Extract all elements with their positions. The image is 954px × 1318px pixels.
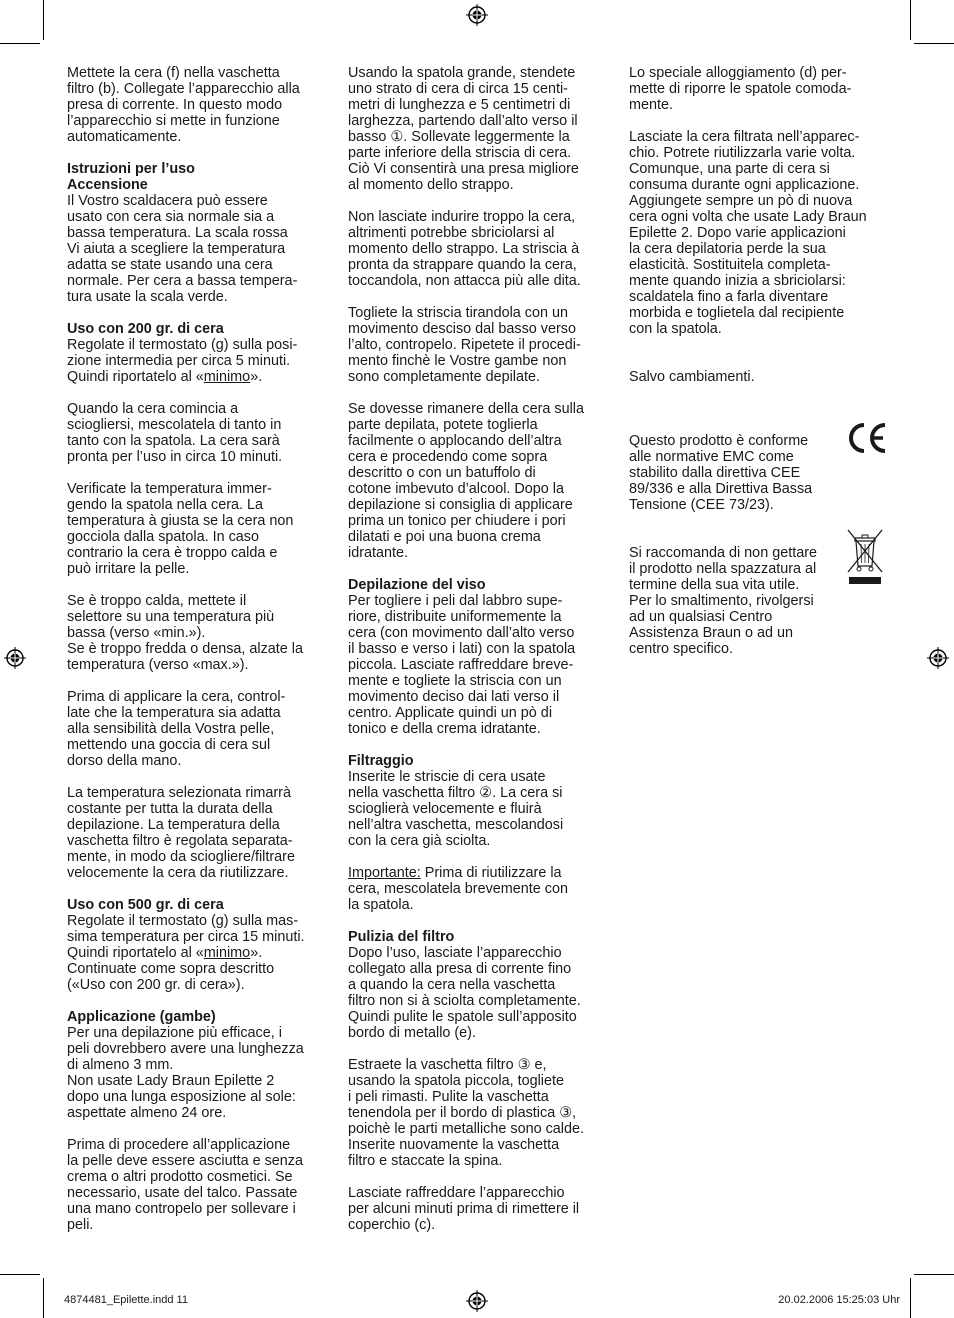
text-line: tonico e della crema idratante.: [348, 721, 541, 737]
footer-datetime: 20.02.2006 15:25:03 Uhr: [778, 1294, 900, 1306]
text-line: selettore su una temperatura più: [67, 609, 275, 625]
text-line: mente.: [629, 97, 673, 113]
text-line: La temperatura selezionata rimarrà: [67, 785, 291, 801]
footer-filename: 4874481_Epilette.indd 11: [64, 1294, 188, 1306]
text-line: Prima di procedere all’applicazione: [67, 1137, 291, 1153]
paragraph: [67, 481, 329, 577]
paragraph: [629, 369, 891, 385]
text-line: dorso della mano.: [67, 753, 182, 769]
text-line: scioglierà velocemente e fluirà: [348, 801, 542, 817]
paragraph: [67, 65, 329, 145]
text-line: [348, 865, 610, 881]
text-line: di almeno 3 mm.: [67, 1057, 174, 1073]
text-line: Usando la spatola grande, stendete: [348, 65, 576, 81]
text-line: Inserite nuovamente la vaschetta: [348, 1137, 560, 1153]
registration-mark-icon: [4, 647, 26, 669]
text-line: dopo una lunga esposizione al sole:: [67, 1089, 296, 1105]
text-line: poichè le parti metalliche sono calde.: [348, 1121, 584, 1137]
text-line: peli.: [67, 1217, 94, 1233]
paragraph: [348, 865, 610, 913]
text-line: pronta per l’uso in circa 10 minuti.: [67, 449, 283, 465]
crop-mark: [910, 0, 911, 40]
text-line: vaschetta filtro è regolata separata-: [67, 833, 293, 849]
text-line: tanto con la spatola. La cera sarà: [67, 433, 280, 449]
text-line: temperatura (verso «max.»).: [67, 657, 249, 673]
paragraph: [348, 577, 610, 737]
underlined-text: minimo: [203, 369, 251, 385]
text-fragment: Quindi riportatelo al «: [67, 369, 204, 385]
paragraph: [348, 929, 610, 1041]
text-line: Mettete la cera (f) nella vaschetta: [67, 65, 280, 81]
text-line: temperatura à giusta se la cera non: [67, 513, 294, 529]
underlined-text: Importante:: [348, 865, 421, 881]
text-line: 89/336 e alla Direttiva Bassa: [629, 481, 813, 497]
text-line: Regolate il termostato (g) sulla mas-: [67, 913, 299, 929]
text-line: Dopo l’uso, lasciate l’apparecchio: [348, 945, 562, 961]
text-line: crema o altri prodotto cosmetici. Se: [67, 1169, 293, 1185]
text-line: Inserite le striscie di cera usate: [348, 769, 546, 785]
paragraph: [67, 1009, 329, 1121]
text-line: ad un qualsiasi Centro: [629, 609, 773, 625]
paragraph: [67, 1137, 329, 1233]
text-line: facilmente o applocando dell’altra: [348, 433, 562, 449]
paragraph: [348, 401, 610, 561]
text-line: cotone imbevuto d’alcool. Dopo la: [348, 481, 564, 497]
text-line: costante per tutta la durata della: [67, 801, 273, 817]
text-line: una mano contropelo per sollevare i: [67, 1201, 296, 1217]
text-line: consuma durante ogni applicazione.: [629, 177, 860, 193]
text-line: mente, in modo da sciogliere/filtrare: [67, 849, 295, 865]
text-line: movimento deciso dai lati verso il: [348, 689, 560, 705]
text-line: la pelle deve essere asciutta e senza: [67, 1153, 303, 1169]
text-line: parte inferiore della striscia di cera.: [348, 145, 572, 161]
text-line: sciogliersi, mescolatela di tanto in: [67, 417, 282, 433]
text-line: uno strato di cera di circa 15 centi-: [348, 81, 568, 97]
text-line: («Uso con 200 gr. di cera»).: [67, 977, 245, 993]
text-line: nella vaschetta filtro ②. La cera si: [348, 785, 563, 801]
registration-mark-icon: [466, 4, 488, 26]
text-line: velocemente la cera da riutilizzare.: [67, 865, 289, 881]
text-fragment: ».: [250, 945, 263, 961]
text-line: Se è troppo fredda o densa, alzate la: [67, 641, 304, 657]
crop-mark: [43, 0, 44, 40]
text-line: cera ogni volta che usate Lady Braun: [629, 209, 867, 225]
text-line: può irritare la pelle.: [67, 561, 190, 577]
text-line: descritto o con un batuffolo di: [348, 465, 536, 481]
section-heading: Uso con 200 gr. di cera: [67, 321, 224, 337]
text-line: [67, 369, 329, 385]
column-left: [67, 65, 329, 1249]
paragraph: [67, 161, 329, 305]
section-heading: Depilazione del viso: [348, 577, 486, 593]
text-line: Assistenza Braun o ad un: [629, 625, 793, 641]
text-line: alla sensibilità della Vostra pelle,: [67, 721, 275, 737]
text-line: a quando la cera nella vaschetta: [348, 977, 556, 993]
text-line: cera (con movimento dall’alto verso: [348, 625, 575, 641]
text-line: nell’altra vaschetta, mescolandosi: [348, 817, 564, 833]
paragraph: [67, 321, 329, 385]
text-line: metri di lunghezza e 5 centimetri di: [348, 97, 571, 113]
ce-mark-icon: [846, 420, 888, 456]
text-line: depilazione si consiglia di applicare: [348, 497, 573, 513]
text-line: Questo prodotto è conforme: [629, 433, 809, 449]
text-line: usato con cera sia normale sia a: [67, 209, 275, 225]
text-line: larghezza, partendo dall’alto verso il: [348, 113, 578, 129]
text-line: mette di riporre le spatole comoda-: [629, 81, 852, 97]
text-line: mettendo una goccia di cera sul: [67, 737, 271, 753]
section-heading: Accensione: [67, 177, 148, 193]
text-line: late che la temperatura sia adatta: [67, 705, 281, 721]
crop-mark: [43, 1278, 44, 1318]
paragraph: [67, 785, 329, 881]
text-line: Tensione (CEE 73/23).: [629, 497, 774, 513]
text-line: filtro e staccate la spina.: [348, 1153, 503, 1169]
text-fragment: ».: [250, 369, 263, 385]
text-line: presa di corrente. In questo modo: [67, 97, 283, 113]
text-line: Aggiungete sempre un pò di nuova: [629, 193, 853, 209]
text-line: bassa temperatura. La scala rossa: [67, 225, 288, 241]
paragraph: [629, 129, 891, 337]
text-line: i peli rimasti. Pulite la vaschetta: [348, 1089, 549, 1105]
text-line: basso ①. Sollevate leggermente la: [348, 129, 570, 145]
text-line: cera, mescolatela brevemente con: [348, 881, 568, 897]
text-line: contrario la cera è troppo calda e: [67, 545, 278, 561]
text-line: adatta se state usando una cera: [67, 257, 273, 273]
paragraph: [348, 753, 610, 849]
text-line: morbida e toglietela dal recipiente: [629, 305, 845, 321]
text-line: gendo la spatola nella cera. La: [67, 497, 264, 513]
paragraph: [348, 65, 610, 193]
section-heading: Filtraggio: [348, 753, 414, 769]
paragraph: [67, 897, 329, 993]
text-line: Non lasciate indurire troppo la cera,: [348, 209, 576, 225]
paragraph: [67, 689, 329, 769]
text-line: sono completamente depilate.: [348, 369, 540, 385]
text-line: parte depilata, potete toglierla: [348, 417, 538, 433]
text-line: Verificate la temperatura immer-: [67, 481, 272, 497]
crop-mark: [0, 1274, 40, 1275]
paragraph: [67, 401, 329, 465]
text-line: toccandola, non attacca più alle dita.: [348, 273, 581, 289]
spacer: [629, 353, 891, 369]
paragraph: [348, 1057, 610, 1169]
text-line: con la cera già sciolta.: [348, 833, 491, 849]
text-line: automaticamente.: [67, 129, 182, 145]
text-line: Continuate come sopra descritto: [67, 961, 275, 977]
text-line: il prodotto nella spazzatura al: [629, 561, 817, 577]
text-line: aspettate almeno 24 ore.: [67, 1105, 227, 1121]
text-line: pronta da strappare quando la cera,: [348, 257, 577, 273]
text-line: Per togliere i peli dal labbro supe-: [348, 593, 563, 609]
text-line: bordo di metallo (e).: [348, 1025, 476, 1041]
text-line: con la spatola.: [629, 321, 722, 337]
text-line: sima temperatura per circa 15 minuti.: [67, 929, 305, 945]
text-line: Ciò Vi consentirà una presa migliore: [348, 161, 579, 177]
text-line: Vi aiuta a scegliere la temperatura: [67, 241, 286, 257]
text-line: peli dovrebbero avere una lunghezza: [67, 1041, 304, 1057]
text-line: Se è troppo calda, mettete il: [67, 593, 247, 609]
text-line: momento dello strappo. La striscia à: [348, 241, 580, 257]
registration-mark-icon: [466, 1290, 488, 1312]
text-line: l’apparecchio si mette in funzione: [67, 113, 280, 129]
text-line: Prima di applicare la cera, control-: [67, 689, 286, 705]
text-line: termine della sua vita utile.: [629, 577, 800, 593]
text-line: al momento dello strappo.: [348, 177, 514, 193]
text-line: prima un tonico per chiudere i pori: [348, 513, 566, 529]
text-line: idratante.: [348, 545, 409, 561]
text-line: la cera depilatoria perde la sua: [629, 241, 826, 257]
text-line: tenendola per il bordo di plastica ③,: [348, 1105, 577, 1121]
text-line: filtro (b). Collegate l’apparecchio alla: [67, 81, 300, 97]
text-line: riore, distribuite uniformemente la: [348, 609, 562, 625]
text-line: Epilette 2. Dopo varie applicazioni: [629, 225, 846, 241]
text-line: tura usate la scala verde.: [67, 289, 228, 305]
text-line: filtro non si à sciolta completamente.: [348, 993, 581, 1009]
text-line: collegato alla presa di corrente fino: [348, 961, 572, 977]
text-line: Estraete la vaschetta filtro ③ e,: [348, 1057, 547, 1073]
column-middle: [348, 65, 610, 1249]
crop-mark: [910, 1278, 911, 1318]
text-line: Lo speciale alloggiamento (d) per-: [629, 65, 847, 81]
text-line: dilatati e poi una buona crema: [348, 529, 541, 545]
text-line: mente e togliete la striscia con un: [348, 673, 562, 689]
section-heading: Istruzioni per l’uso: [67, 161, 195, 177]
text-line: altrimenti potrebbe sbriciolarsi al: [348, 225, 555, 241]
text-line: centro specifico.: [629, 641, 733, 657]
paragraph: [348, 305, 610, 385]
text-line: zione intermedia per circa 5 minuti.: [67, 353, 291, 369]
text-line: chio. Potrete riutilizzarla varie volta.: [629, 145, 856, 161]
text-line: movimento desciso dal basso verso: [348, 321, 576, 337]
crop-mark: [0, 43, 40, 44]
spacer: [629, 401, 891, 417]
section-heading: Pulizia del filtro: [348, 929, 455, 945]
text-line: Regolate il termostato (g) sulla posi-: [67, 337, 298, 353]
text-line: Lasciate la cera filtrata nell’apparec-: [629, 129, 860, 145]
paragraph: [348, 1185, 610, 1233]
text-line: Non usate Lady Braun Epilette 2: [67, 1073, 275, 1089]
text-line: Comunque, una parte di cera si: [629, 161, 830, 177]
text-line: Salvo cambiamenti.: [629, 369, 755, 385]
text-line: normale. Per cera a bassa tempera-: [67, 273, 298, 289]
text-line: mente quando inizia a sbriciolarsi:: [629, 273, 846, 289]
text-line: per alcuni minuti prima di rimettere il: [348, 1201, 580, 1217]
text-line: [67, 945, 329, 961]
paragraph: [348, 209, 610, 289]
paragraph: [629, 65, 891, 113]
text-line: Per lo smaltimento, rivolgersi: [629, 593, 814, 609]
text-line: l’alto, contropelo. Ripetete il procedi-: [348, 337, 581, 353]
section-heading: Uso con 500 gr. di cera: [67, 897, 224, 913]
crop-mark: [914, 1274, 954, 1275]
text-line: Il Vostro scaldacera può essere: [67, 193, 268, 209]
text-line: depilazione. La temperatura della: [67, 817, 280, 833]
text-line: Si raccomanda di non gettare: [629, 545, 817, 561]
text-line: cera e procedendo come sopra: [348, 449, 548, 465]
paragraph: [67, 593, 329, 673]
text-line: Quindi pulite le spatole sull’apposito: [348, 1009, 577, 1025]
text-line: Se dovesse rimanere della cera sulla: [348, 401, 584, 417]
text-line: Togliete la striscia tirandola con un: [348, 305, 568, 321]
registration-mark-icon: [927, 647, 949, 669]
text-line: alle normative EMC come: [629, 449, 794, 465]
text-line: mento finchè le Vostre gambe non: [348, 353, 567, 369]
text-line: Per una depilazione più efficace, i: [67, 1025, 282, 1041]
underlined-text: minimo: [203, 945, 251, 961]
text-line: necessario, usate del talco. Passate: [67, 1185, 298, 1201]
text-line: scaldatela fino a farla diventare: [629, 289, 829, 305]
text-line: Lasciate raffreddare l’apparecchio: [348, 1185, 565, 1201]
text-line: stabilito dalla direttiva CEE: [629, 465, 801, 481]
text-line: bassa (verso «min.»).: [67, 625, 206, 641]
text-line: gocciola dalla spatola. In caso: [67, 529, 259, 545]
text-line: usando la spatola piccola, togliete: [348, 1073, 565, 1089]
text-line: coperchio (c).: [348, 1217, 436, 1233]
text-line: il basso e verso i lati) con la spatola: [348, 641, 576, 657]
text-line: elasticità. Sostituitela completa-: [629, 257, 831, 273]
text-line: la spatola.: [348, 897, 414, 913]
crossed-out-bin-icon: [846, 528, 884, 586]
text-line: piccola. Lasciate raffreddare breve-: [348, 657, 574, 673]
text-line: centro. Applicate quindi un pò di: [348, 705, 553, 721]
text-fragment: Prima di riutilizzare la: [420, 865, 562, 881]
section-heading: Applicazione (gambe): [67, 1009, 216, 1025]
crop-mark: [914, 43, 954, 44]
text-line: Quando la cera comincia a: [67, 401, 239, 417]
text-fragment: Quindi riportatelo al «: [67, 945, 204, 961]
